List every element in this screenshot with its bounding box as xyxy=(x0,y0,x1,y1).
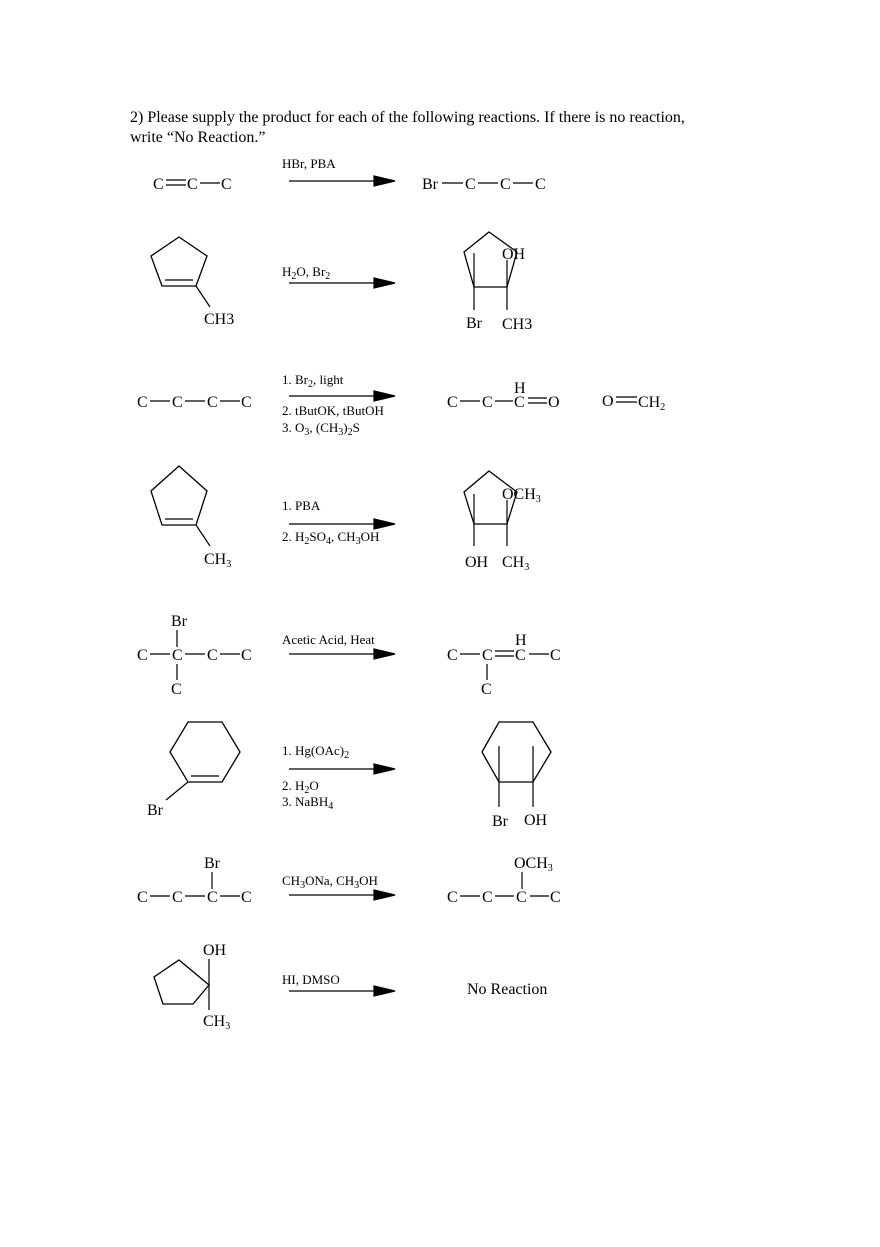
atom-c: C xyxy=(172,889,183,906)
atom-c: C xyxy=(137,647,148,664)
reaction-1-conditions: HBr, PBA xyxy=(282,156,336,171)
reaction-3-product xyxy=(447,380,665,413)
atom-c: C xyxy=(535,176,546,193)
cyclopentene-ring xyxy=(151,466,207,525)
atom-c: C xyxy=(241,394,252,411)
reaction-8-reactant xyxy=(154,942,230,1032)
cyclohexane-ring xyxy=(482,722,551,782)
reaction-3-reactant xyxy=(137,394,252,411)
cyclohexene-ring xyxy=(170,722,240,782)
oh-label: OH xyxy=(524,812,548,829)
atom-c: C xyxy=(137,889,148,906)
atom-c: C xyxy=(447,889,458,906)
atom-c: C xyxy=(171,681,182,698)
atom-c: C xyxy=(515,647,526,664)
atom-c: C xyxy=(514,394,525,411)
br-bond xyxy=(166,782,188,800)
br-label: Br xyxy=(147,802,163,819)
reaction-2-product xyxy=(464,232,532,333)
reaction-4-condition-1: 1. PBA xyxy=(282,498,321,513)
atom-c: C xyxy=(481,681,492,698)
atom-br: Br xyxy=(422,176,438,193)
atom-c: C xyxy=(137,394,148,411)
reaction-8-conditions: HI, DMSO xyxy=(282,972,340,987)
reaction-4-product xyxy=(464,471,541,573)
methoxy-label: OCH3 xyxy=(514,855,553,874)
reaction-3-condition-1: 1. $Br_2$, light xyxy=(282,372,344,390)
atom-c: C xyxy=(187,176,198,193)
atom-c: C xyxy=(550,889,561,906)
methyl-label: CH3 xyxy=(204,311,235,328)
reaction-1 xyxy=(153,156,546,193)
atom-o: O xyxy=(548,394,560,411)
methyl-label: CH3 xyxy=(502,554,530,573)
reaction-2-reactant xyxy=(151,237,234,328)
reaction-2 xyxy=(151,232,532,333)
atom-c: C xyxy=(550,647,561,664)
oh-label: OH xyxy=(465,554,489,571)
instruction-line-1: 2) Please supply the product for each of the following reactions. If there is no reaction, xyxy=(130,109,685,126)
atom-h: H xyxy=(515,632,527,649)
reaction-4-condition-2: 2. $H_2SO_4$, $CH_3OH$ xyxy=(282,529,380,547)
cyclopentene-ring xyxy=(151,237,207,286)
reaction-8-product-text: No Reaction xyxy=(467,981,548,998)
atom-c: C xyxy=(500,176,511,193)
methyl-bond xyxy=(196,525,210,546)
br-label: Br xyxy=(492,813,508,830)
reaction-7-reactant xyxy=(137,855,252,906)
reaction-3-condition-2: 2. tButOK, tButOH xyxy=(282,403,384,418)
methoxy-label: OCH3 xyxy=(502,486,541,505)
reaction-6-reactant xyxy=(147,722,240,819)
atom-c: C xyxy=(207,394,218,411)
atom-c: C xyxy=(172,647,183,664)
cyclopentane-ring xyxy=(154,960,209,1004)
atom-c: C xyxy=(447,394,458,411)
reaction-7-conditions: $CH_3ONa$, $CH_3OH$ xyxy=(282,873,378,891)
atom-br: Br xyxy=(204,855,220,872)
second-product-ch2: CH2 xyxy=(638,394,666,413)
reaction-1-product xyxy=(422,176,546,193)
reaction-5-reactant xyxy=(137,613,252,698)
atom-c: C xyxy=(207,889,218,906)
reaction-5-conditions: Acetic Acid, Heat xyxy=(282,632,375,647)
reaction-8-arrow xyxy=(289,986,395,996)
atom-c: C xyxy=(153,176,164,193)
atom-br: Br xyxy=(171,613,187,630)
br-label: Br xyxy=(466,315,482,332)
reaction-5-product xyxy=(447,632,561,698)
reaction-1-arrow xyxy=(289,176,395,186)
atom-c: C xyxy=(482,647,493,664)
atom-c: C xyxy=(447,647,458,664)
atom-c: C xyxy=(516,889,527,906)
reaction-3 xyxy=(137,372,665,438)
oh-label: OH xyxy=(203,942,227,959)
atom-c: C xyxy=(465,176,476,193)
atom-c: C xyxy=(241,647,252,664)
reaction-2-conditions: $H_2O$, $Br_2$ xyxy=(282,264,331,282)
reaction-7 xyxy=(137,855,561,906)
atom-c: C xyxy=(482,394,493,411)
reaction-8 xyxy=(154,942,547,1032)
atom-c: C xyxy=(207,647,218,664)
reaction-7-product xyxy=(447,855,561,906)
reaction-6-condition-1: 1. $Hg(OAc)_2$ xyxy=(282,743,350,761)
atom-c: C xyxy=(241,889,252,906)
atom-h: H xyxy=(514,380,526,397)
oh-label: OH xyxy=(502,246,526,263)
methyl-label: CH3 xyxy=(502,316,533,333)
reaction-3-condition-3: 3. $O_3$, $(CH_3)_2S$ xyxy=(282,420,360,438)
atom-c: C xyxy=(172,394,183,411)
atom-c: C xyxy=(221,176,232,193)
methyl-label: CH3 xyxy=(204,551,232,570)
reaction-6-condition-3: 3. NaBH$_4$ xyxy=(282,794,334,812)
second-product-o: O xyxy=(602,393,614,410)
reaction-3-arrow xyxy=(289,391,395,401)
reaction-5 xyxy=(137,613,561,698)
reaction-6-arrow xyxy=(289,764,395,774)
reaction-6-condition-2: 2. $H_2O$ xyxy=(282,778,319,796)
reaction-2-arrow xyxy=(289,278,395,288)
reaction-1-reactant xyxy=(153,176,232,193)
atom-c: C xyxy=(482,889,493,906)
methyl-label: CH3 xyxy=(203,1013,231,1032)
methyl-bond xyxy=(196,286,210,307)
reaction-6-product xyxy=(482,722,551,830)
reaction-7-arrow xyxy=(289,890,395,900)
reaction-4-arrow xyxy=(289,519,395,529)
reaction-5-arrow xyxy=(289,649,395,659)
instruction-line-2: write “No Reaction.” xyxy=(130,129,266,146)
reaction-4 xyxy=(151,466,541,573)
reaction-4-reactant xyxy=(151,466,231,570)
reaction-6 xyxy=(147,722,551,830)
